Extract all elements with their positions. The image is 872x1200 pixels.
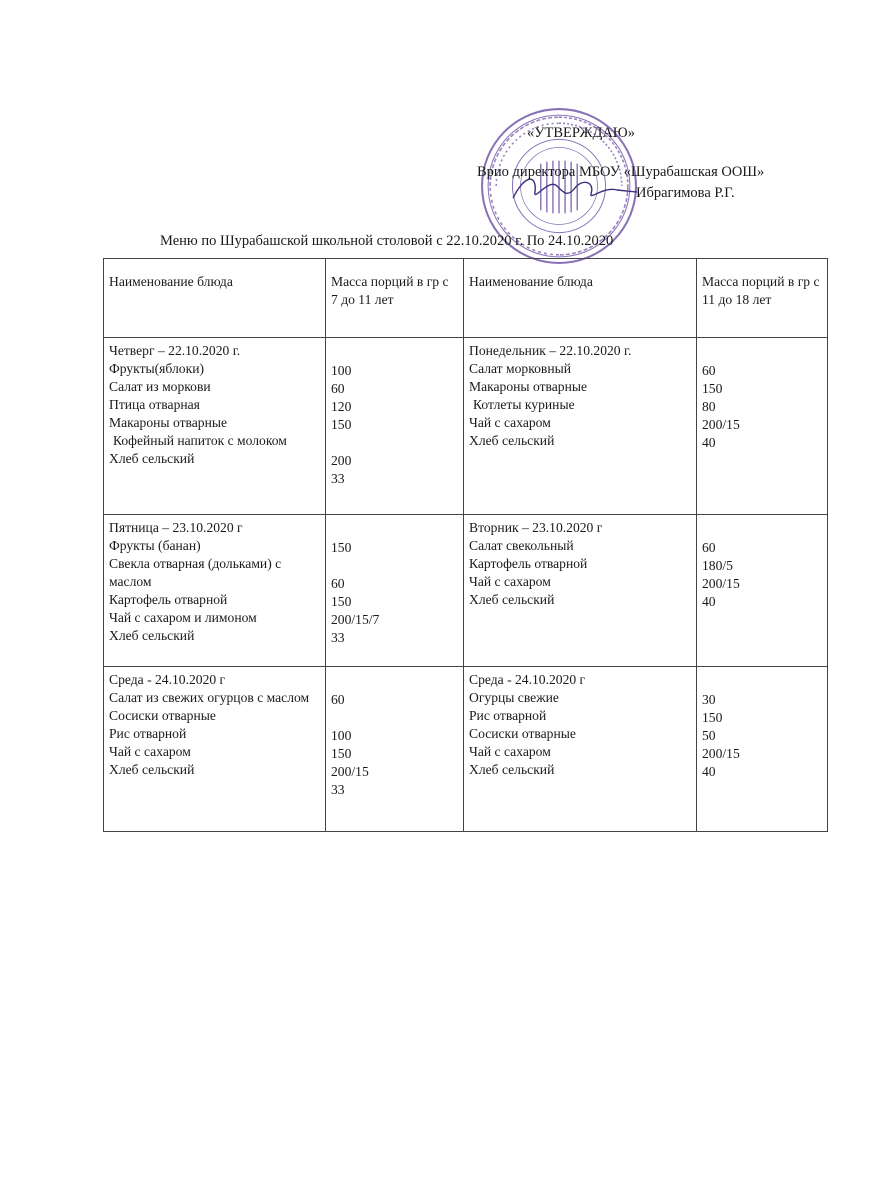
mass-value: 33 <box>331 630 345 645</box>
dishes-cell <box>104 338 326 515</box>
mass-value: 40 <box>702 764 716 779</box>
mass-value: 200/15 <box>702 576 740 591</box>
day-label: Среда - 24.10.2020 г <box>109 672 226 687</box>
mass-value: 120 <box>331 399 352 414</box>
dish-item: Салат из свежих огурцов с маслом <box>109 690 310 705</box>
mass-value: 60 <box>702 540 716 555</box>
mass-value: 150 <box>331 417 352 432</box>
dish-item: Чай с сахаром <box>469 574 551 589</box>
dish-item: Чай с сахаром <box>469 744 551 759</box>
dish-item: Хлеб сельский <box>469 592 555 607</box>
mass-cell <box>326 515 464 667</box>
mass-cell <box>697 338 828 515</box>
header-mass-7-11: Масса порций в гр с 7 до 11 лет <box>326 259 464 338</box>
mass-cell <box>326 338 464 515</box>
dish-item: Хлеб сельский <box>109 628 195 643</box>
dish-item: Салат из моркови <box>109 379 211 394</box>
header-mass-11-18: Масса порций в гр с 11 до 18 лет <box>697 259 828 338</box>
day-label: Четверг – 22.10.2020 г. <box>109 343 241 358</box>
approval-heading: «УТВЕРЖДАЮ» <box>527 125 635 141</box>
mass-value: 150 <box>331 746 352 761</box>
mass-cell <box>326 667 464 832</box>
header-dish-name-right: Наименование блюда <box>464 259 697 338</box>
mass-value: 200/15 <box>331 764 369 779</box>
dish-item: Хлеб сельский <box>109 762 195 777</box>
table-row <box>104 667 828 832</box>
dish-item: Чай с сахаром и лимоном <box>109 610 257 625</box>
header-dish-name-left: Наименование блюда <box>104 259 326 338</box>
table-row <box>104 515 828 667</box>
dish-item: Салат свекольный <box>469 538 574 553</box>
mass-value: 100 <box>331 728 352 743</box>
dish-item: Фрукты(яблоки) <box>109 361 204 376</box>
dish-item: Огурцы свежие <box>469 690 559 705</box>
dish-item: Котлеты куриные <box>473 397 575 412</box>
approval-position: Врио директора МБОУ «Шурабашская ООШ» <box>477 164 765 180</box>
dishes-cell <box>464 338 697 515</box>
dishes-cell <box>464 667 697 832</box>
mass-value: 30 <box>702 692 716 707</box>
mass-value: 60 <box>331 381 345 396</box>
dish-item: Сосиски отварные <box>109 708 216 723</box>
mass-value: 180/5 <box>702 558 733 573</box>
mass-value: 33 <box>331 471 345 486</box>
dish-item: Чай с сахаром <box>469 415 551 430</box>
dish-item: Хлеб сельский <box>109 451 195 466</box>
mass-cell <box>697 667 828 832</box>
dish-item: Салат морковный <box>469 361 572 376</box>
mass-value: 60 <box>331 576 345 591</box>
mass-value: 60 <box>702 363 716 378</box>
mass-value: 150 <box>331 540 352 555</box>
dish-item: Картофель отварной <box>109 592 228 607</box>
mass-value: 150 <box>702 710 723 725</box>
mass-value: 40 <box>702 594 716 609</box>
menu-title: Меню по Шурабашской школьной столовой с 22.10.2020 г. По 24.10.2020 <box>160 233 614 249</box>
dish-item: Рис отварной <box>469 708 547 723</box>
dish-item: Картофель отварной <box>469 556 588 571</box>
dish-item: Рис отварной <box>109 726 187 741</box>
dish-item: Макароны отварные <box>469 379 588 394</box>
day-label: Пятница – 23.10.2020 г <box>109 520 243 535</box>
dish-item: Хлеб сельский <box>469 433 555 448</box>
mass-value: 200/15 <box>702 417 740 432</box>
mass-value: 200/15/7 <box>331 612 380 627</box>
table-row <box>104 338 828 515</box>
mass-value: 200 <box>331 453 352 468</box>
dish-item: Птица отварная <box>109 397 200 412</box>
dish-item: Фрукты (банан) <box>109 538 201 553</box>
day-label: Вторник – 23.10.2020 г <box>469 520 603 535</box>
day-label: Среда - 24.10.2020 г <box>469 672 586 687</box>
mass-value: 80 <box>702 399 716 414</box>
dishes-cell <box>104 515 326 667</box>
mass-value: 40 <box>702 435 716 450</box>
mass-value: 50 <box>702 728 716 743</box>
dish-item: Свекла отварная (дольками) с маслом <box>109 556 282 589</box>
mass-value: 150 <box>702 381 723 396</box>
mass-value: 100 <box>331 363 352 378</box>
mass-value: 150 <box>331 594 352 609</box>
dishes-cell <box>104 667 326 832</box>
dish-item: Кофейный напиток с молоком <box>113 433 287 448</box>
day-label: Понедельник – 22.10.2020 г. <box>469 343 632 358</box>
dish-item: Чай с сахаром <box>109 744 191 759</box>
mass-cell <box>697 515 828 667</box>
approval-name: Ибрагимова Р.Г. <box>636 185 735 201</box>
dish-item: Хлеб сельский <box>469 762 555 777</box>
menu-table <box>103 258 828 832</box>
dish-item: Сосиски отварные <box>469 726 576 741</box>
dishes-cell <box>464 515 697 667</box>
mass-value: 200/15 <box>702 746 740 761</box>
mass-value: 60 <box>331 692 345 707</box>
dish-item: Макароны отварные <box>109 415 228 430</box>
table-header-row <box>104 259 828 338</box>
mass-value: 33 <box>331 782 345 797</box>
